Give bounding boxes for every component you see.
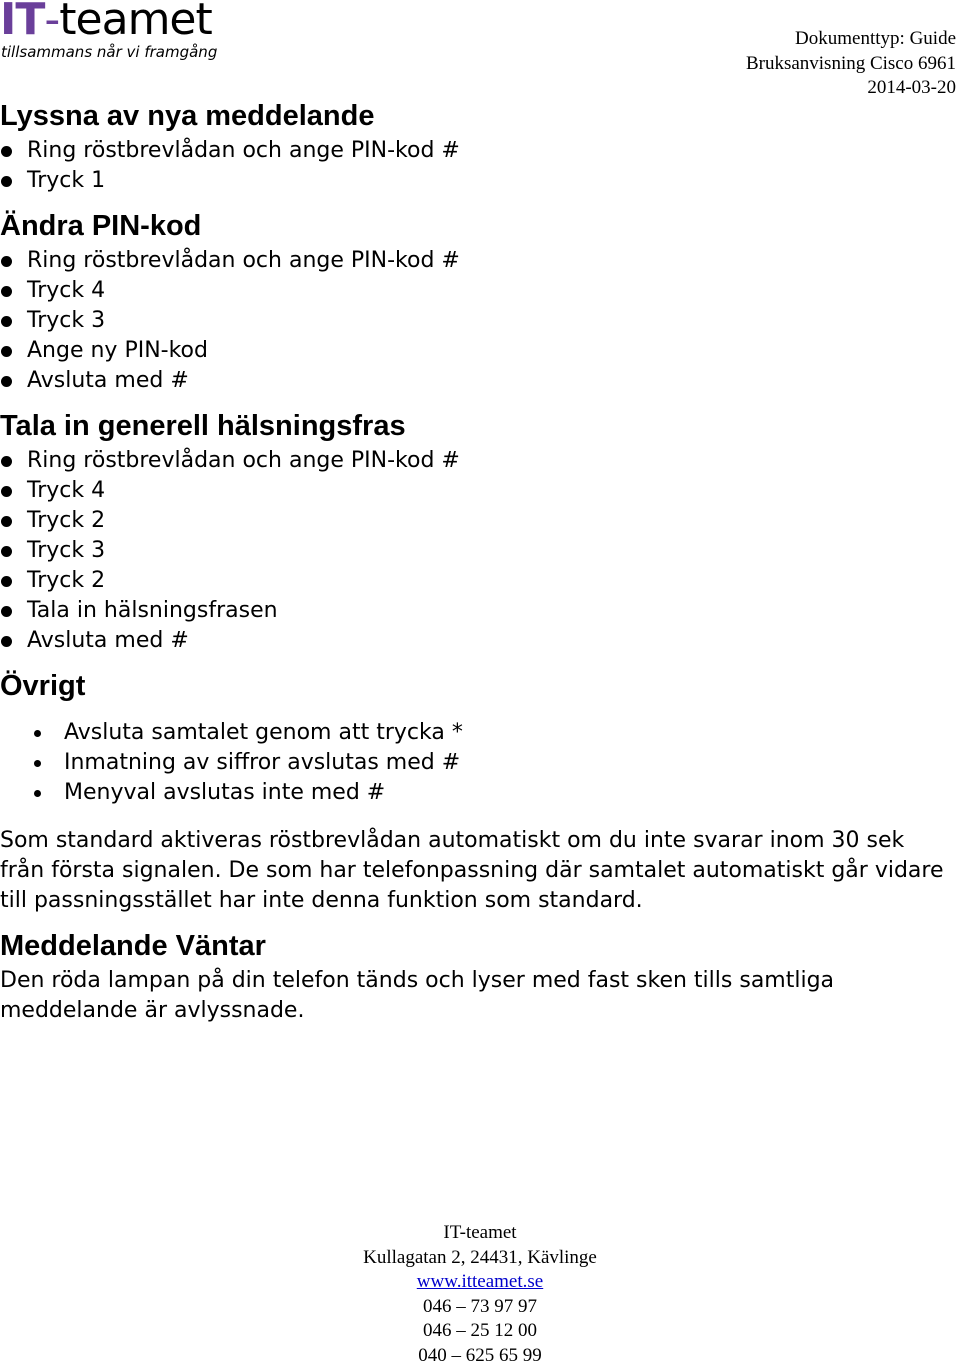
logo-tagline: tillsammans når vi framgång [1,43,217,61]
section-heading-change-pin: Ändra PIN-kod [0,206,955,246]
footer-phone: 046 – 73 97 97 [0,1295,960,1320]
logo-wordmark: IT-teamet [0,0,212,46]
list-item: Tryck 4 [0,276,955,306]
document-header [746,27,956,101]
company-logo [0,0,260,70]
footer-phone: 046 – 25 12 00 [0,1319,960,1344]
list-item: Menyval avslutas inte med # [0,778,955,808]
footer-address: Kullagatan 2, 24431, Kävlinge [0,1246,960,1271]
list-item: Tryck 2 [0,566,955,596]
bullet-icon [1,286,12,297]
section-heading-greeting: Tala in generell hälsningsfras [0,406,955,446]
document-body [0,96,955,1036]
bullet-icon [1,146,12,157]
bullet-icon [1,316,12,327]
list-item: Tryck 3 [0,306,955,336]
bullet-icon [34,730,41,737]
bullet-icon [1,176,12,187]
list-item: Avsluta samtalet genom att trycka * [0,718,955,748]
list-item: Ring röstbrevlådan och ange PIN-kod # [0,246,955,276]
list-item: Tryck 1 [0,166,955,196]
list-item: Ring röstbrevlådan och ange PIN-kod # [0,446,955,476]
list-item: Tryck 2 [0,506,955,536]
list-item: Tryck 3 [0,536,955,566]
other-paragraph: Som standard aktiveras röstbrevlådan automatiskt om du inte svarar inom 30 sek från första signalen. De som har telefonpassning där samtalet automatiskt går vidare till passningsstället har inte denna funktion som standard. [0,826,950,916]
bullet-icon [1,346,12,357]
bullet-icon [1,456,12,467]
bullet-icon [34,790,41,797]
doc-type: Dokumenttyp: Guide [746,27,956,52]
doc-date: 2014-03-20 [746,76,956,101]
bullet-icon [1,576,12,587]
bullet-icon [1,606,12,617]
bullets-other [0,718,955,808]
steps-greeting [0,446,955,656]
list-item: Tryck 4 [0,476,955,506]
bullet-icon [1,516,12,527]
section-heading-listen: Lyssna av nya meddelande [0,96,955,136]
footer-company: IT-teamet [0,1221,960,1246]
bullet-icon [1,636,12,647]
list-item: Ring röstbrevlådan och ange PIN-kod # [0,136,955,166]
bullet-icon [1,486,12,497]
steps-listen [0,136,955,196]
waiting-paragraph: Den röda lampan på din telefon tänds och lyser med fast sken tills samtliga meddelande är avlyssnade. [0,966,950,1026]
section-heading-other: Övrigt [0,666,955,706]
steps-change-pin [0,246,955,396]
section-heading-waiting: Meddelande Väntar [0,926,955,966]
bullet-icon [34,760,41,767]
bullet-icon [1,546,12,557]
list-item: Ange ny PIN-kod [0,336,955,366]
footer-website-link[interactable]: www.itteamet.se [417,1271,543,1292]
footer-phone: 040 – 625 65 99 [0,1344,960,1368]
list-item: Avsluta med # [0,626,955,656]
list-item: Avsluta med # [0,366,955,396]
list-item: Inmatning av siffror avslutas med # [0,748,955,778]
manual-title: Bruksanvisning Cisco 6961 [746,52,956,77]
bullet-icon [1,376,12,387]
document-footer [0,1221,960,1368]
list-item: Tala in hälsningsfrasen [0,596,955,626]
bullet-icon [1,256,12,267]
